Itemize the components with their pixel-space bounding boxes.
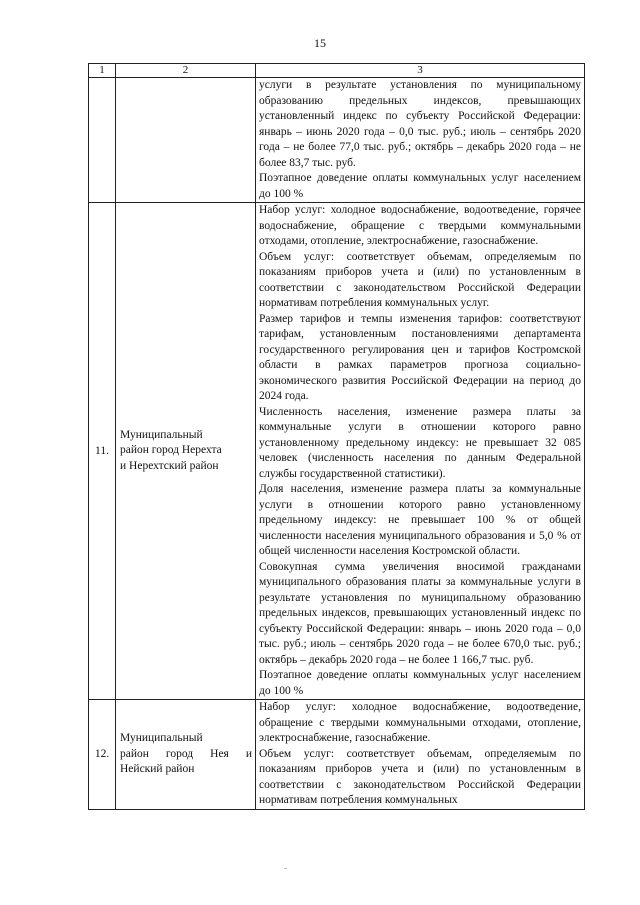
header-cell-3: 3 (256, 64, 585, 78)
header-cell-2: 2 (116, 64, 256, 78)
paragraph: Совокупная сумма увеличения вносимой гражданами муниципального образования платы за коммунальные услуги в результате установления по муниципальному образованию предельных индексов, превышающих установленный индекс по субъекту Российской Федерации: январь – июнь 2020 года – 0,0 тыс. руб.; июль – сентябрь 2020 года – не более 670,0 тыс. руб.; октябрь – декабрь 2020 года – не более 1 166,7 тыс. руб. (259, 560, 581, 666)
paragraph: Объем услуг: соответствует объемам, определяемым по показаниям приборов учета и (или) по установленным в соответствии с законодательством Российской Федерации нормативам потребления коммунальных (259, 747, 581, 806)
scan-speck (284, 868, 287, 869)
paragraph: Набор услуг: холодное водоснабжение, водоотведение, горячее водоснабжение, обращение с твердыми коммунальными отходами, отопление, электроснабжение, газоснабжение. (259, 204, 581, 247)
municipality-name (116, 700, 256, 810)
paragraph: Объем услуг: соответствует объемам, определяемым по показаниям приборов учета и (или) по установленным в соответствии с законодательством Российской Федерации нормативам потребления коммунальных услуг. (259, 250, 581, 309)
name-line: район город Нея и (120, 747, 252, 760)
row-number: 12. (89, 700, 116, 810)
name-line: район город Нерехта (120, 444, 222, 457)
paragraph: Набор услуг: холодное водоснабжение, водоотведение, обращение с твердыми коммунальными отходами, отопление, электроснабжение, газоснабжение. (259, 701, 581, 744)
row-number (89, 78, 116, 203)
header-cell-1: 1 (89, 64, 116, 78)
name-line: Нейский район (120, 763, 195, 775)
paragraph: Доля населения, изменение размера платы за коммунальные услуги в отношении которого равно установленному предельному индексу: не превышает 100 % от общей численности населения муниципального образования и 5,0 % от общей численности населения Костромской области. (259, 483, 581, 557)
row-number: 11. (89, 203, 116, 700)
paragraph: Поэтапное доведение оплаты коммунальных услуг населением до 100 % (259, 172, 581, 200)
table-row (89, 700, 585, 810)
paragraph: Размер тарифов и темпы изменения тарифов: соответствуют тарифам, установленным постановлениями департамента государственного регулирования цен и тарифов Костромской области в рамках параметров прогноза социально-экономического развития Российской Федерации на период до 2024 года. (259, 312, 581, 402)
tariff-table (88, 63, 585, 810)
row-content (256, 78, 585, 203)
name-line: и Нерехтский район (120, 459, 219, 472)
page-number: 15 (314, 36, 326, 50)
row-content (256, 203, 585, 700)
row-content (256, 700, 585, 810)
paragraph: услуги в результате установления по муниципальному образованию предельных индексов, превышающих установленный индекс по субъекту Российской Федерации: январь – июнь 2020 года – 0,0 тыс. руб.; июль – сентябрь 2020 года – не более 77,0 тыс. руб.; октябрь – декабрь 2020 года – не более 83,7 тыс. руб. (259, 79, 581, 169)
table-row (89, 203, 585, 700)
municipality-name (116, 203, 256, 700)
name-line: Муниципальный (120, 428, 203, 441)
table-row (89, 78, 585, 203)
name-line: Муниципальный (120, 732, 203, 744)
municipality-name (116, 78, 256, 203)
paragraph: Поэтапное доведение оплаты коммунальных услуг населением до 100 % (259, 669, 581, 697)
paragraph: Численность населения, изменение размера платы за коммунальные услуги в отношении которого равно установленному предельному индексу: не превышает 32 085 человек (численность населения по данным Федеральной службы государственной статистики). (259, 405, 581, 480)
table-header-row (89, 64, 585, 78)
